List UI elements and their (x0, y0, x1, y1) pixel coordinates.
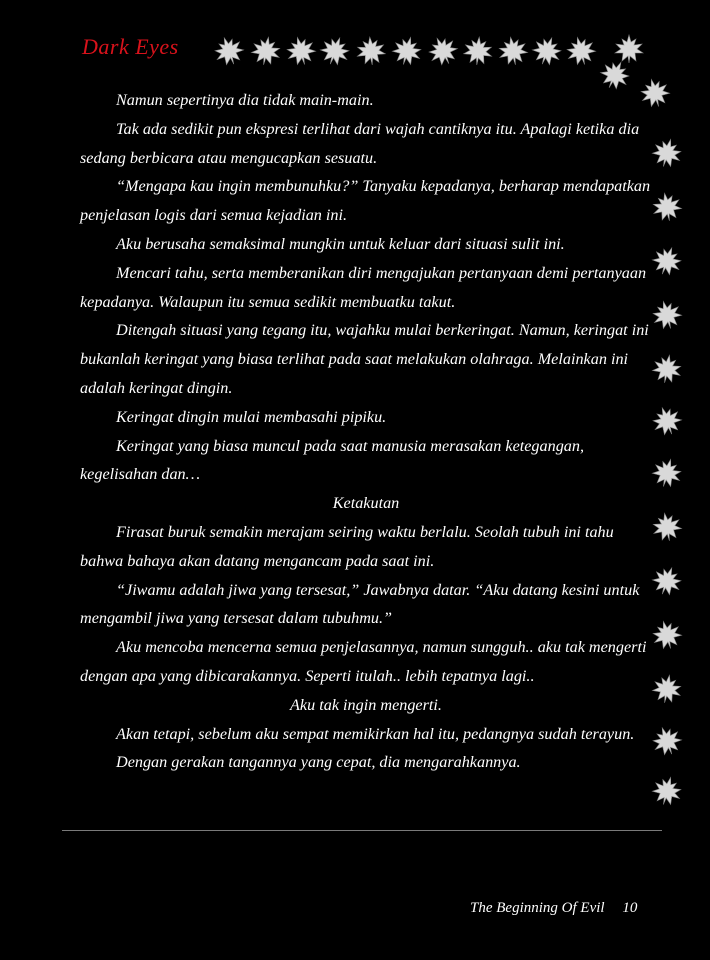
footer (470, 900, 637, 917)
maple-leaf-icon (649, 617, 686, 654)
paragraph: Aku mencoba mencerna semua penjelasannya, namun sungguh.. aku tak mengerti dengan apa yang dibicarakannya. Seperti itulah.. lebih tepatnya lagi.. (80, 638, 647, 685)
maple-leaf-icon (650, 672, 685, 707)
maple-leaf-icon (249, 34, 284, 69)
paragraph: Aku berusaha semaksimal mungkin untuk keluar dari situasi sulit ini. (116, 234, 565, 253)
maple-leaf-icon (649, 773, 686, 810)
paragraph: Keringat dingin mulai membasahi pipiku. (116, 407, 387, 426)
maple-leaf-icon (649, 135, 686, 172)
header-title: Dark Eyes (82, 34, 179, 59)
maple-leaf-icon (423, 31, 463, 71)
maple-leaf-icon (648, 402, 686, 440)
maple-leaf-icon (649, 455, 686, 492)
maple-leaf-icon (210, 32, 248, 70)
maple-leaf-icon (283, 33, 320, 70)
paragraph: “Mengapa kau ingin membunuhku?” Tanyaku kepadanya, berharap mendapatkan penjelasan logis dari semua kejadian ini. (80, 177, 651, 225)
maple-leaf-icon (648, 242, 686, 280)
paragraph: Firasat buruk semakin merajam seiring waktu berlalu. Seolah tubuh ini tahu bahwa bahaya akan datang mengancam pada saat ini. (80, 522, 614, 570)
maple-leaf-icon (462, 35, 495, 68)
paragraph: Akan tetapi, sebelum aku sempat memikirkan hal itu, pedangnya sudah terayun. (116, 724, 635, 743)
story-text (80, 86, 652, 777)
paragraph: Namun sepertinya dia tidak main-main. (116, 91, 374, 109)
maple-leaf-icon (528, 32, 566, 70)
maple-leaf-icon (650, 352, 685, 387)
maple-leaf-icon (648, 562, 686, 600)
centered-line: Ketakutan (332, 494, 400, 513)
paragraph: Dengan gerakan tangannya yang cepat, dia mengarahkannya. (116, 753, 521, 772)
maple-leaf-icon (496, 34, 531, 69)
page-number: 10 (622, 900, 638, 916)
paragraph: Keringat yang biasa muncul pada saat manusia merasakan ketegangan, kegelisahan dan… (80, 436, 585, 484)
paragraph: “Jiwamu adalah jiwa yang tersesat,” Jawabnya datar. “Aku datang kesini untuk mengambil jiwa yang tersesat dalam tubuhmu.” (80, 580, 640, 628)
maple-leaf-icon (649, 297, 686, 334)
paragraph: Tak ada sedikit pun ekspresi terlihat dari wajah cantiknya itu. Apalagi ketika dia sedang berbicara atau mengucapkan sesuatu. (80, 119, 640, 167)
paragraph: Ditengah situasi yang tegang itu, wajahku mulai berkeringat. Namun, keringat ini bukanlah keringat yang biasa terlihat pada saat melakukan olahraga. Melainkan ini adalah keringat dingin. (80, 321, 649, 397)
maple-leaf-icon (650, 190, 685, 225)
maple-leaf-icon (563, 33, 600, 70)
footer-divider (62, 830, 662, 831)
centered-line: Aku tak ingin mengerti. (290, 695, 442, 714)
maple-leaf-icon (650, 510, 685, 545)
book-title: The Beginning Of Evil (470, 900, 605, 916)
maple-leaf-icon (316, 32, 354, 70)
paragraph: Mencari tahu, serta memberanikan diri mengajukan pertanyaan demi pertanyaan kepadanya. Walaupun itu semua sedikit membuatku takut. (80, 263, 647, 311)
maple-leaf-icon (389, 33, 426, 70)
maple-leaf-icon (355, 35, 388, 68)
maple-leaf-icon (648, 722, 686, 760)
